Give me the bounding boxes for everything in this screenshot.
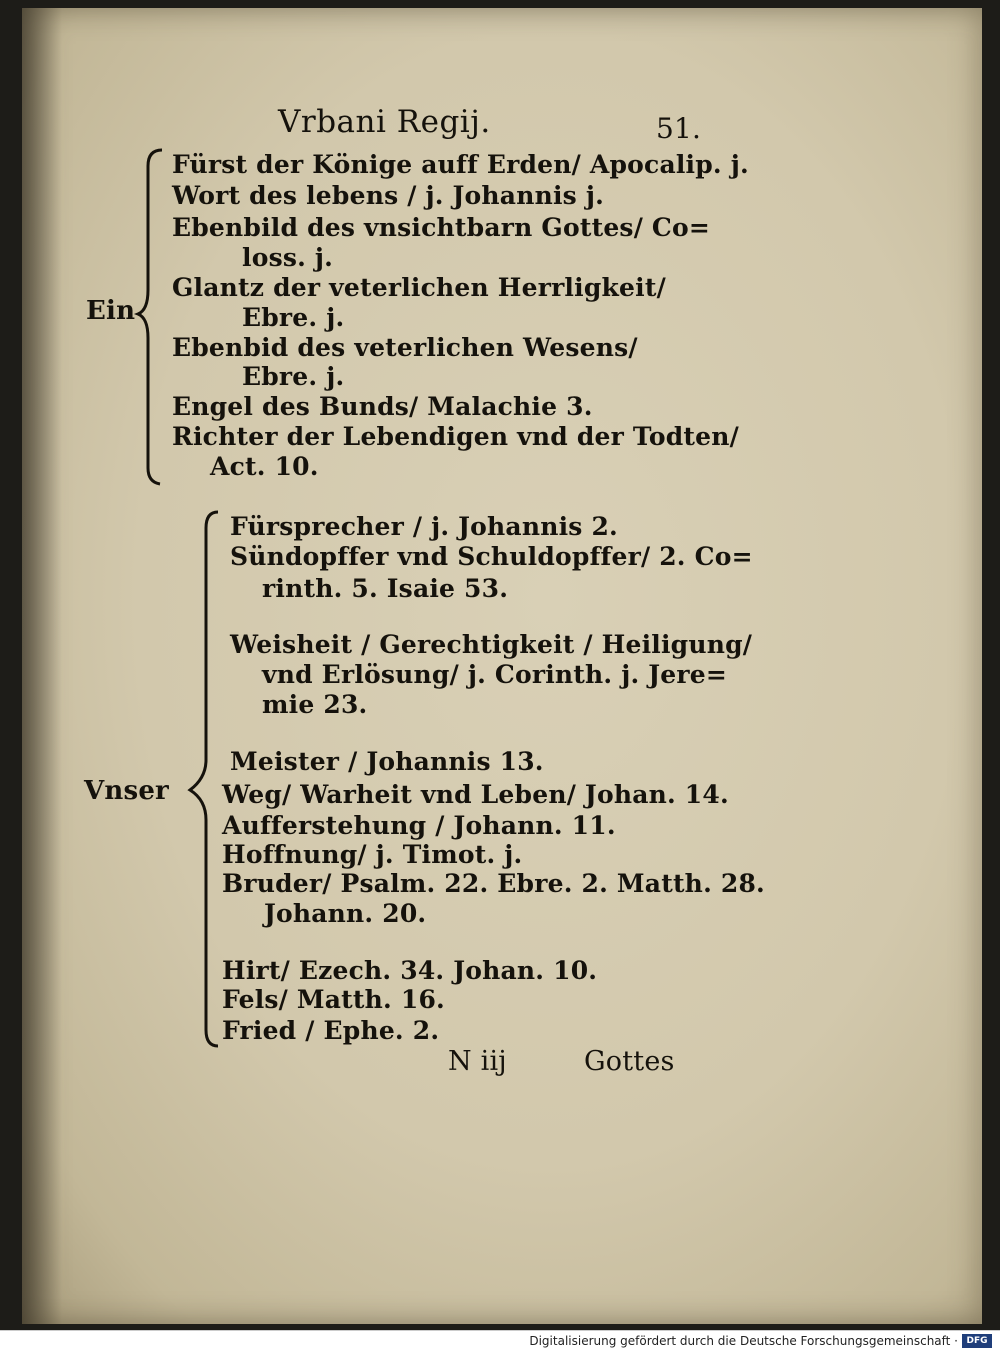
entry-line: Hoffnung/ j. Timot. j. (222, 840, 523, 869)
dfg-logo-icon: DFG (962, 1334, 992, 1348)
footer-credit: Digitalisierung gefördert durch die Deutsche Forschungsgemeinschaft · (529, 1334, 958, 1348)
signature-mark: N iij (448, 1046, 507, 1077)
entry-line: Hirt/ Ezech. 34. Johan. 10. (222, 956, 598, 985)
page-gutter-shadow (22, 8, 62, 1324)
entry-line: Engel des Bunds/ Malachie 3. (172, 392, 593, 421)
entry-line: Ebre. j. (242, 303, 345, 332)
group-label-ein: Ein (86, 296, 136, 326)
entry-line: loss. j. (242, 243, 334, 272)
entry-line: mie 23. (262, 690, 368, 719)
entry-line: Wort des lebens / j. Johannis j. (172, 181, 604, 210)
group-label-vnser: Vnser (84, 776, 169, 806)
entry-line: Ebenbid des veterlichen Wesens/ (172, 333, 638, 362)
entry-line: Aufferstehung / Johann. 11. (222, 811, 616, 840)
entry-line: Ebenbild des vnsichtbarn Gottes/ Co= (172, 213, 711, 242)
entry-line: Weg/ Warheit vnd Leben/ Johan. 14. (222, 780, 729, 809)
entry-line: rinth. 5. Isaie 53. (262, 574, 509, 603)
entry-line: Sündopffer vnd Schuldopffer/ 2. Co= (230, 542, 753, 571)
running-title: Vrbani Regij. (278, 104, 491, 140)
entry-line: Johann. 20. (264, 899, 427, 928)
footer-bar (0, 1330, 1000, 1352)
entry-line: Meister / Johannis 13. (230, 747, 544, 776)
entry-line: Ebre. j. (242, 362, 345, 391)
entry-line: Act. 10. (210, 452, 319, 481)
page-number: 51. (656, 112, 702, 145)
entry-line: Bruder/ Psalm. 22. Ebre. 2. Matth. 28. (222, 869, 765, 898)
entry-line: Glantz der veterlichen Herrligkeit/ (172, 273, 666, 302)
entry-line: vnd Erlösung/ j. Corinth. j. Jere= (262, 660, 728, 689)
entry-line: Fels/ Matth. 16. (222, 985, 445, 1014)
entry-line: Fürst der Könige auff Erden/ Apocalip. j. (172, 150, 749, 179)
entry-line: Fried / Ephe. 2. (222, 1016, 440, 1045)
catchword: Gottes (584, 1046, 675, 1077)
entry-line: Richter der Lebendigen vnd der Todten/ (172, 422, 739, 451)
entry-line: Weisheit / Gerechtigkeit / Heiligung/ (230, 630, 753, 659)
entry-line: Fürsprecher / j. Johannis 2. (230, 512, 618, 541)
